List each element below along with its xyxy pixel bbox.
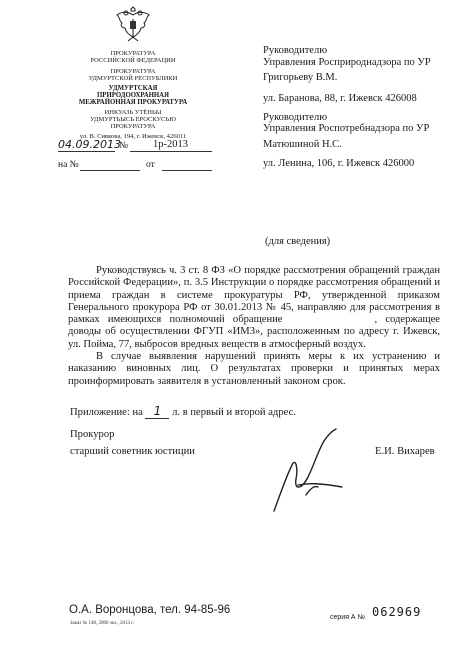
letter-date: 04.09.2013 (58, 138, 121, 151)
signer-title-2: старший советник юстиции (70, 446, 195, 457)
attachment-pages: 1 (145, 404, 169, 419)
attachment-line (70, 404, 296, 419)
handwritten-signature (268, 425, 348, 517)
date-underline (58, 151, 115, 152)
ref-underline (80, 170, 140, 171)
addressee-line: Управления Росприроднадзора по УР (263, 57, 431, 68)
letter-number: 1р-2013 (153, 139, 188, 150)
addressee-line: Матюшиной Н.С. (263, 139, 342, 150)
body-paragraph-1 (68, 265, 440, 351)
from-underline (162, 170, 212, 171)
addressee-line: Григорьеву В.М. (263, 72, 338, 83)
number-label: № (119, 141, 129, 151)
letterhead-line: РОССИЙСКОЙ ФЕДЕРАЦИИ (90, 57, 176, 64)
addressee-line: Управления Роспотребнадзора по УР (263, 123, 430, 134)
attachment-suffix: л. в первый и второй адрес. (172, 407, 296, 418)
letterhead-line: ПРИРОДООХРАННАЯ (97, 92, 169, 99)
info-note: (для сведения) (265, 236, 331, 247)
addressee-line: Руководителю (263, 45, 328, 56)
body-paragraph-2: В случае выявления нарушений принять меры к их устранению и наказанию виновных лиц. О результатах проверки и принятых мерах проинформировать заявителя в установленный законом срок. (68, 351, 440, 387)
body-paragraph-1-cont: , содержащее доводы об осуществлении ФГУП «ИМЗ», расположенным по адресу г. Ижевск, ул. Пойма, 77, выбросов вредных веществ в атмосферный воздух. (68, 314, 441, 350)
letterhead-line: УДМУРТСКОЙ РЕСПУБЛИКИ (88, 75, 178, 82)
double-headed-eagle-emblem (114, 6, 152, 46)
letterhead-line: ИНКУАЗЬ УТЁНЬЫ (104, 109, 162, 116)
number-underline (130, 151, 212, 152)
from-label: от (146, 160, 155, 170)
letterhead-line: УДМУРТСКАЯ (108, 85, 158, 92)
serial-number: 062969 (372, 605, 422, 619)
body-paragraph-1-text: Руководствуясь ч. 3 ст. 8 ФЗ «О порядке рассмотрения обращений граждан Российской Федерации», п. 3.5 Инструкции о порядке рассмотрения обращений и приема граждан в системе прокуратуры РФ, утвержденной приказом Генерального прокурора РФ от 30.01.2013 № 45, направляю для рассмотрения в рамках имеющихся полномочий обращение (68, 265, 440, 326)
letter-body (68, 265, 440, 388)
letterhead-line: МЕЖРАЙОННАЯ ПРОКУРАТУРА (78, 99, 188, 106)
letterhead-line: ПРОКУРАТУРА (110, 68, 156, 75)
attachment-prefix: Приложение: на (70, 407, 143, 418)
letterhead-line: ПРОКУРАТУРА (110, 123, 156, 130)
addressee-line: ул. Ленина, 106, г. Ижевск 426000 (263, 158, 415, 169)
letterhead-address: ул. В. Сивкова, 194, г. Ижевск, 426011 (79, 133, 187, 140)
letterhead-line: УДМУРТЬЫСЬ ЕРОСКУСЬЮ (90, 116, 176, 123)
addressee-line: Руководителю (263, 112, 328, 123)
ref-label: на № (58, 160, 79, 170)
letterhead-line: ПРОКУРАТУРА (110, 50, 156, 57)
signer-title-1: Прокурор (70, 429, 115, 440)
executor-contact: О.А. Воронцова, тел. 94-85-96 (69, 604, 231, 616)
series-label: серия А № (330, 614, 366, 621)
print-info: Заказ № 148, 2000 экз., 2013 г. (70, 621, 135, 626)
signer-name: Е.И. Вихарев (375, 446, 435, 457)
addressee-line: ул. Баранова, 88, г. Ижевск 426008 (263, 93, 417, 104)
